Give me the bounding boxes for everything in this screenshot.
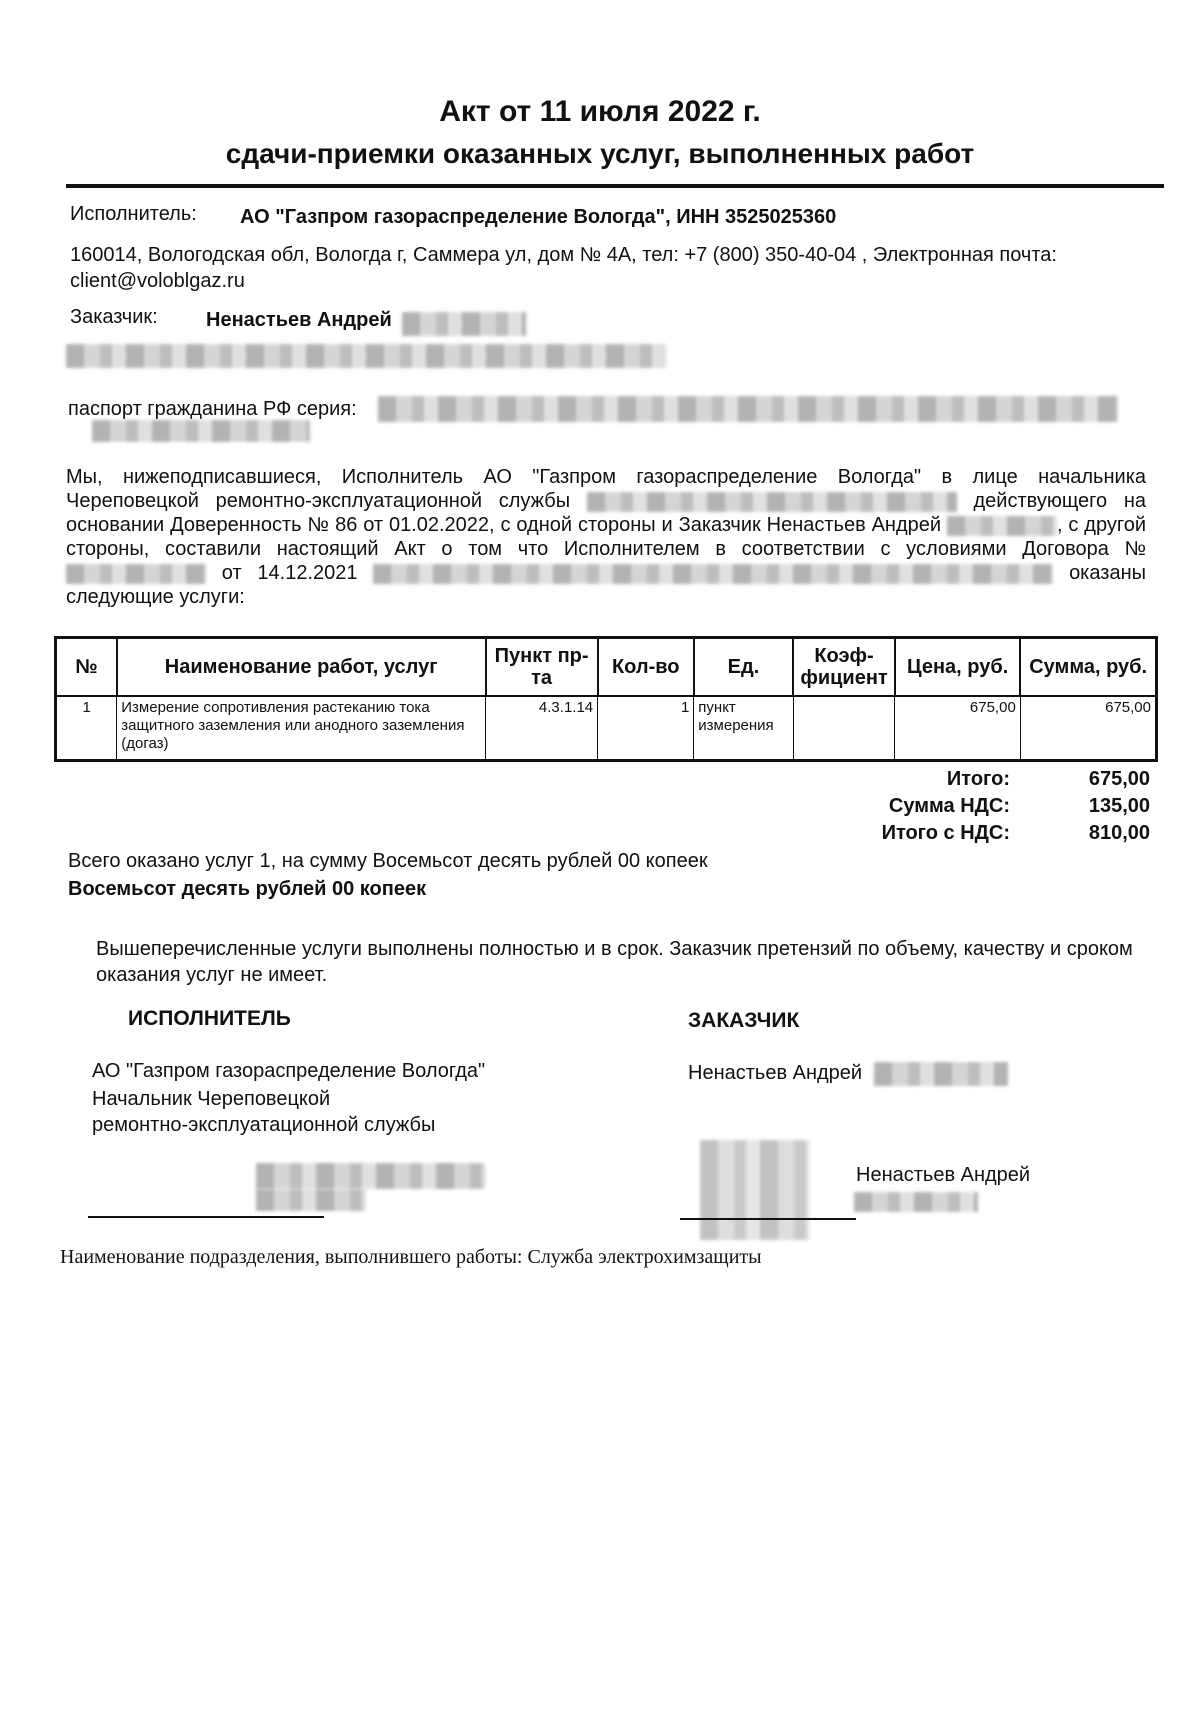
redacted-contract-number (66, 564, 206, 584)
customer-signature-title: ЗАКАЗЧИК (688, 1009, 800, 1032)
executor-signature-org: АО "Газпром газораспределение Вологда" (92, 1060, 486, 1082)
total-vat-row (780, 822, 1150, 849)
total-label: Итого: (946, 768, 1010, 790)
vat-label: Сумма НДС: (888, 795, 1010, 817)
title-divider (66, 184, 1164, 188)
summary-line: Всего оказано услуг 1, на сумму Восемьсот десять рублей 00 копеек (68, 850, 708, 872)
col-number: № (56, 638, 117, 697)
customer-signature-line (680, 1218, 856, 1220)
customer-signature-name: Ненастьев Андрей (688, 1062, 863, 1084)
vat-value: 135,00 (1088, 795, 1150, 817)
table-row (56, 696, 1157, 761)
totals-block (780, 768, 1150, 849)
redacted-executor-name (256, 1163, 486, 1189)
total-vat-label: Итого с НДС: (881, 822, 1010, 844)
executor-name: АО "Газпром газораспределение Вологда", ИНН 3525025360 (240, 206, 837, 228)
preamble-part2: действующего на основании Доверенность № 86 от 01.02.2022, с одной стороны и Заказчик Ненастьев Андрей (66, 490, 1147, 536)
col-name: Наименование работ, услуг (117, 638, 486, 697)
summary-amount-words: Восемьсот десять рублей 00 копеек (68, 878, 427, 900)
executor-signature-title: ИСПОЛНИТЕЛЬ (128, 1007, 291, 1030)
row-name: Измерение сопротивления растеканию тока защитного заземления или анодного заземления (догаз) (117, 696, 486, 761)
executor-label: Исполнитель: (70, 203, 197, 225)
redacted-contract-subject (373, 564, 1053, 584)
col-sum: Сумма, руб. (1020, 638, 1156, 697)
customer-signature-transcript: Ненастьев Андрей (856, 1164, 1031, 1186)
row-price: 675,00 (895, 696, 1020, 761)
performing-unit: Наименование подразделения, выполнившего работы: Служба электрохимзащиты (60, 1246, 762, 1268)
total-value: 675,00 (1088, 768, 1150, 790)
col-unit: Ед. (694, 638, 793, 697)
redacted-customer-address (66, 344, 666, 368)
total-row (780, 768, 1150, 795)
preamble-paragraph (66, 465, 1146, 609)
row-number: 1 (56, 696, 117, 761)
acceptance-statement: Вышеперечисленные услуги выполнены полностью и в срок. Заказчик претензий по объему, качеству и сроком оказания услуг не имеет. (96, 938, 1133, 986)
redacted-customer-signature (700, 1140, 810, 1240)
executor-signature-line (88, 1216, 324, 1218)
redacted-customer-surname-3 (874, 1062, 1008, 1086)
row-sum: 675,00 (1020, 696, 1156, 761)
row-qty: 1 (598, 696, 694, 761)
document-subtitle: сдачи-приемки оказанных услуг, выполненных работ (225, 138, 975, 169)
row-unit: пункт измерения (694, 696, 793, 761)
redacted-passport-data-2 (92, 420, 310, 442)
executor-signature-position-1: Начальник Череповецкой (92, 1088, 331, 1110)
works-table (54, 636, 1158, 762)
executor-address-line1: 160014, Вологодская обл, Вологда г, Саммера ул, дом № 4А, тел: +7 (800) 350-40-04 , Электронная почта: (70, 244, 1057, 266)
col-point: Пункт пр-та (486, 638, 598, 697)
row-point: 4.3.1.14 (486, 696, 598, 761)
works-table-header (56, 638, 1157, 697)
preamble-part4: от 14.12.2021 (221, 562, 358, 584)
redacted-passport-data (378, 396, 1118, 422)
redacted-executor-initials (256, 1189, 366, 1211)
vat-row (780, 795, 1150, 822)
row-coef (793, 696, 895, 761)
executor-signature-position-2: ремонтно-эксплуатационной службы (92, 1114, 436, 1136)
redacted-chief-name (587, 492, 957, 512)
total-vat-value: 810,00 (1088, 822, 1150, 844)
document-title: Акт от 11 июля 2022 г. (439, 95, 761, 128)
preamble-part3: , с другой стороны, составили настоящий Акт о том что Исполнителем в соответствии с условиями Договора № (66, 514, 1146, 560)
col-coef: Коэф-фициент (793, 638, 895, 697)
executor-email: client@voloblgaz.ru (70, 270, 245, 292)
passport-label: паспорт гражданина РФ серия: (68, 398, 357, 420)
preamble-part5: оказаны следующие услуги: (66, 562, 1146, 608)
executor-address (70, 242, 1160, 294)
customer-name: Ненастьев Андрей (206, 309, 392, 331)
col-qty: Кол-во (598, 638, 694, 697)
customer-label: Заказчик: (70, 306, 158, 328)
redacted-customer-surname (402, 312, 526, 336)
redacted-customer-initials (854, 1192, 978, 1212)
redacted-customer-surname-2 (947, 516, 1057, 536)
preamble-part1: Мы, нижеподписавшиеся, Исполнитель АО "Газпром газораспределение Вологда" в лице начальника Череповецкой ремонтно-эксплуатационной службы (66, 466, 1146, 512)
col-price: Цена, руб. (895, 638, 1020, 697)
